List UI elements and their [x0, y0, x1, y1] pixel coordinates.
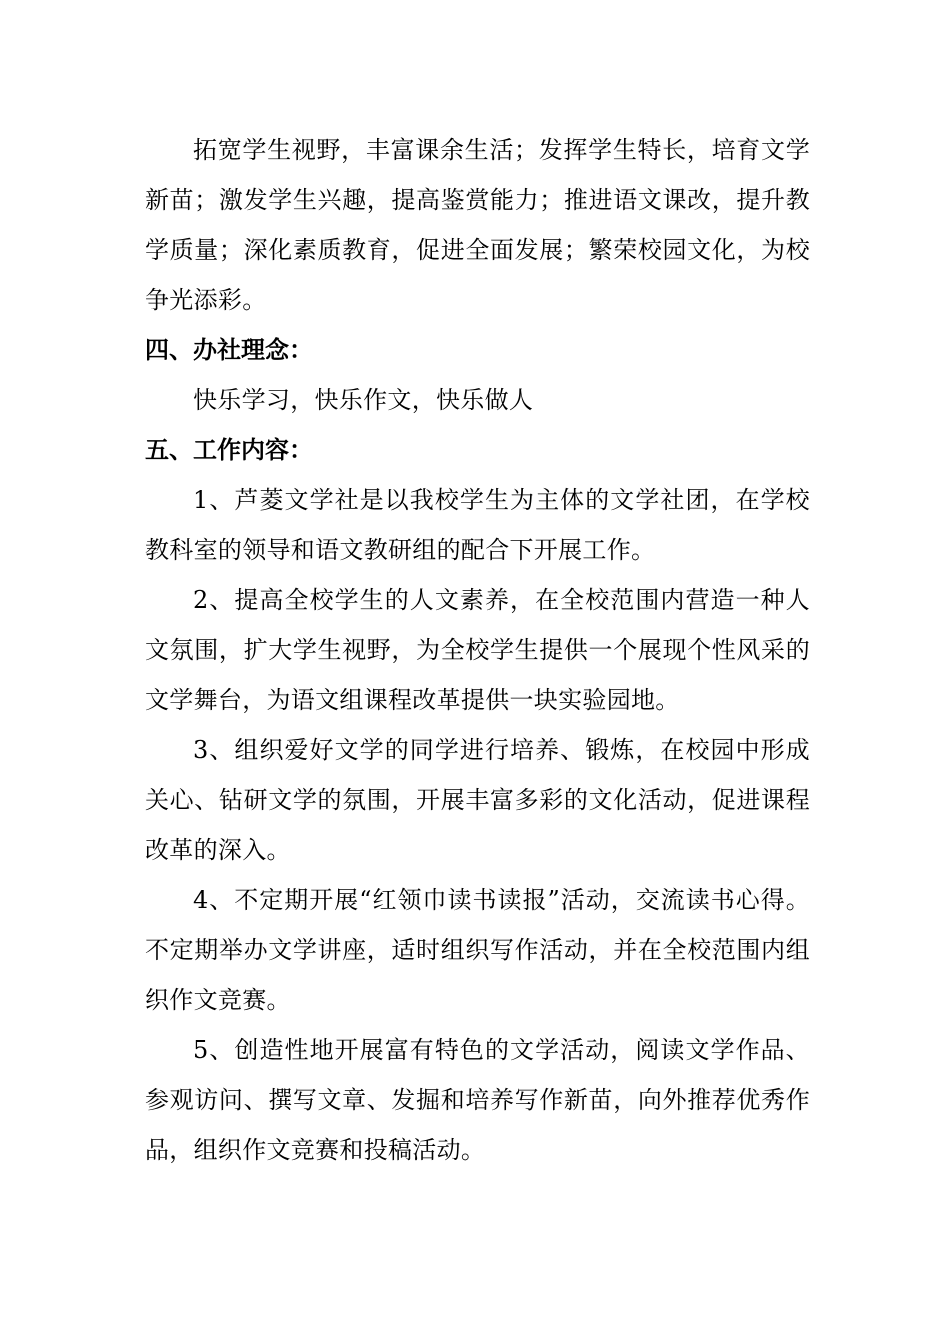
section-4-text: 快乐学习，快乐作文，快乐做人 — [193, 386, 534, 414]
work-item-4: 4、不定期开展“红领巾读书读报”活动，交流读书心得。不定期举办文学讲座，适时组织写作活动，并在全校范围内组织作文竞赛。 — [145, 886, 810, 1014]
work-item-3: 3、组织爱好文学的同学进行培养、锻炼，在校园中形成关心、钻研文学的氛围，开展丰富多彩的文化活动，促进课程改革的深入。 — [145, 736, 810, 864]
intro-paragraph: 拓宽学生视野，丰富课余生活；发挥学生特长，培育文学新苗；激发学生兴趣，提高鉴赏能力；推进语文课改，提升教学质量；深化素质教育，促进全面发展；繁荣校园文化，为校争光添彩。 — [145, 136, 810, 314]
work-item-2: 2、提高全校学生的人文素养，在全校范围内营造一种人文氛围，扩大学生视野，为全校学生提供一个展现个性风采的文学舞台，为语文组课程改革提供一块实验园地。 — [145, 586, 810, 714]
work-item-5: 5、创造性地开展富有特色的文学活动，阅读文学作品、参观访问、撰写文章、发掘和培养写作新苗，向外推荐优秀作品，组织作文竞赛和投稿活动。 — [145, 1036, 810, 1164]
section-5-heading: 五、工作内容： — [145, 436, 313, 464]
section-4-heading: 四、办社理念： — [145, 336, 313, 364]
work-item-1: 1、芦菱文学社是以我校学生为主体的文学社团，在学校教科室的领导和语文教研组的配合下开展工作。 — [145, 486, 810, 564]
document-page — [145, 125, 810, 1175]
